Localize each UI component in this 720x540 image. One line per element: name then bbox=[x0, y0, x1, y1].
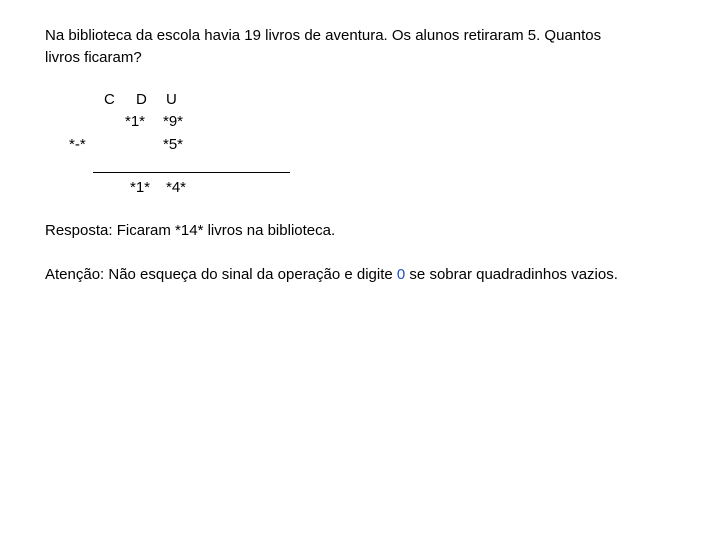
header-unidades: U bbox=[166, 91, 177, 108]
minuend-units-box[interactable]: *9* bbox=[163, 113, 184, 130]
operation-sign-box[interactable]: *-* bbox=[69, 136, 86, 153]
result-tens-box[interactable]: *1* bbox=[130, 179, 151, 196]
subtrahend-units-box[interactable]: *5* bbox=[163, 136, 184, 153]
minuend-tens-box[interactable]: *1* bbox=[125, 113, 146, 130]
question-line-1: Na biblioteca da escola havia 19 livros de aventura. Os alunos retiraram 5. Quantos bbox=[45, 27, 602, 44]
instruction-note bbox=[45, 264, 618, 286]
result-line bbox=[93, 172, 290, 173]
instruction-note-start: Atenção: Não esqueça do sinal da operação e digite bbox=[45, 266, 397, 283]
question-line-2: livros ficaram? bbox=[45, 49, 142, 66]
instruction-note-zero: 0 bbox=[396, 266, 406, 283]
question-text bbox=[45, 25, 665, 69]
answer-text: Resposta: Ficaram *14* livros na biblioteca. bbox=[45, 222, 336, 239]
result-units-box[interactable]: *4* bbox=[166, 179, 187, 196]
header-dezenas: D bbox=[136, 91, 147, 108]
header-centenas: C bbox=[104, 91, 115, 108]
instruction-note-end: se sobrar quadradinhos vazios. bbox=[405, 266, 618, 283]
